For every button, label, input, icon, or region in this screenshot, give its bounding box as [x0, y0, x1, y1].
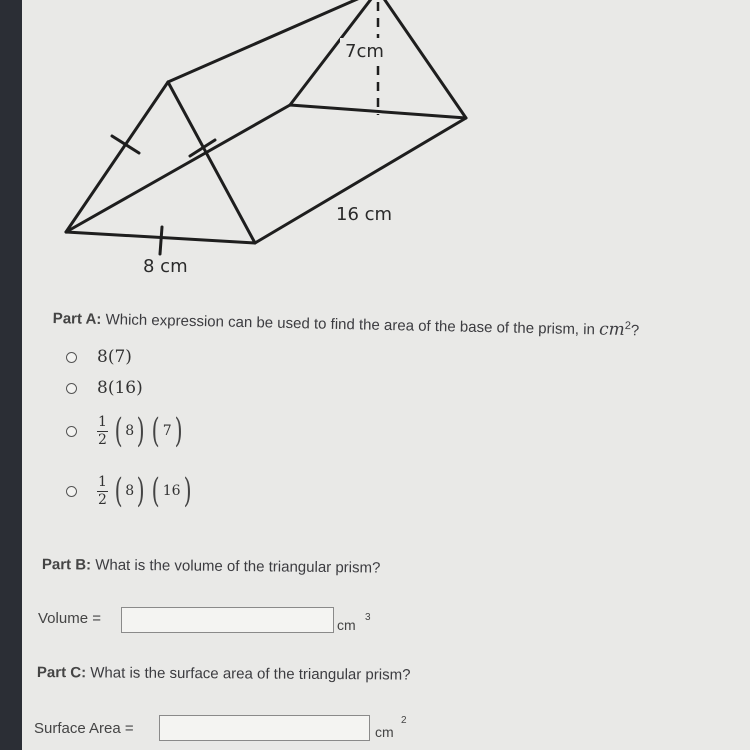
- part-c-prefix: Part C:: [36, 664, 87, 682]
- radio-option-3[interactable]: [66, 426, 77, 437]
- factor-height-value: 7: [162, 423, 172, 439]
- part-c-question: [37, 664, 411, 684]
- radio-option-4[interactable]: [66, 486, 77, 497]
- fraction-one-half: [97, 475, 108, 508]
- option-a3[interactable]: [66, 411, 186, 451]
- fraction-numerator: 1: [98, 473, 107, 490]
- fraction-denominator: 2: [98, 431, 107, 448]
- radio-option-1[interactable]: [66, 352, 77, 363]
- option-1-label: 8(7): [97, 347, 132, 367]
- fraction-denominator: 2: [98, 491, 107, 508]
- factor-length: ( 16 ): [152, 471, 192, 511]
- part-b-prefix: Part B:: [41, 556, 92, 574]
- factor-length-value: 16: [162, 483, 181, 499]
- factor-base-value: 8: [125, 483, 135, 499]
- length-label: 16 cm: [336, 204, 393, 225]
- factor-base: ( 8 ): [114, 411, 145, 451]
- part-a-text: Which expression can be used to find the area of the base of the prism, in: [105, 311, 596, 339]
- triangular-prism-figure: [0, 0, 750, 300]
- option-a2[interactable]: [66, 378, 143, 398]
- factor-height: ( 7 ): [152, 411, 183, 451]
- tick-mark-base: [160, 227, 162, 254]
- front-triangle: [66, 82, 255, 243]
- tick-mark-left: [112, 136, 139, 153]
- fraction-one-half: [97, 415, 108, 448]
- surface-area-unit-exp: 2: [401, 715, 407, 726]
- volume-input[interactable]: [121, 607, 334, 633]
- option-a4[interactable]: [66, 471, 195, 511]
- part-a-unit-exp: 2: [624, 319, 632, 333]
- volume-unit: cm: [337, 617, 356, 633]
- radio-option-2[interactable]: [66, 383, 77, 394]
- volume-label: Volume =: [38, 610, 101, 627]
- option-a1[interactable]: [66, 347, 132, 367]
- part-b-text: What is the volume of the triangular prism?: [95, 556, 381, 577]
- part-a-unit: cm: [598, 319, 625, 340]
- part-c-text: What is the surface area of the triangular prism?: [90, 664, 411, 684]
- surface-area-label: Surface Area =: [34, 720, 134, 737]
- part-a-suffix: ?: [630, 322, 640, 340]
- volume-unit-exp: 3: [365, 612, 371, 623]
- factor-base: ( 8 ): [114, 471, 145, 511]
- factor-base-value: 8: [125, 423, 135, 439]
- part-a-question: [53, 308, 640, 340]
- surface-area-input[interactable]: [159, 715, 370, 741]
- height-label: 7cm: [345, 41, 384, 62]
- option-2-label: 8(16): [97, 378, 143, 398]
- base-label: 8 cm: [143, 256, 188, 277]
- part-a-prefix: Part A:: [52, 309, 102, 329]
- fraction-numerator: 1: [98, 413, 107, 430]
- diagonal-edge: [66, 105, 290, 232]
- part-b-question: [42, 556, 381, 577]
- surface-area-unit: cm: [375, 724, 394, 740]
